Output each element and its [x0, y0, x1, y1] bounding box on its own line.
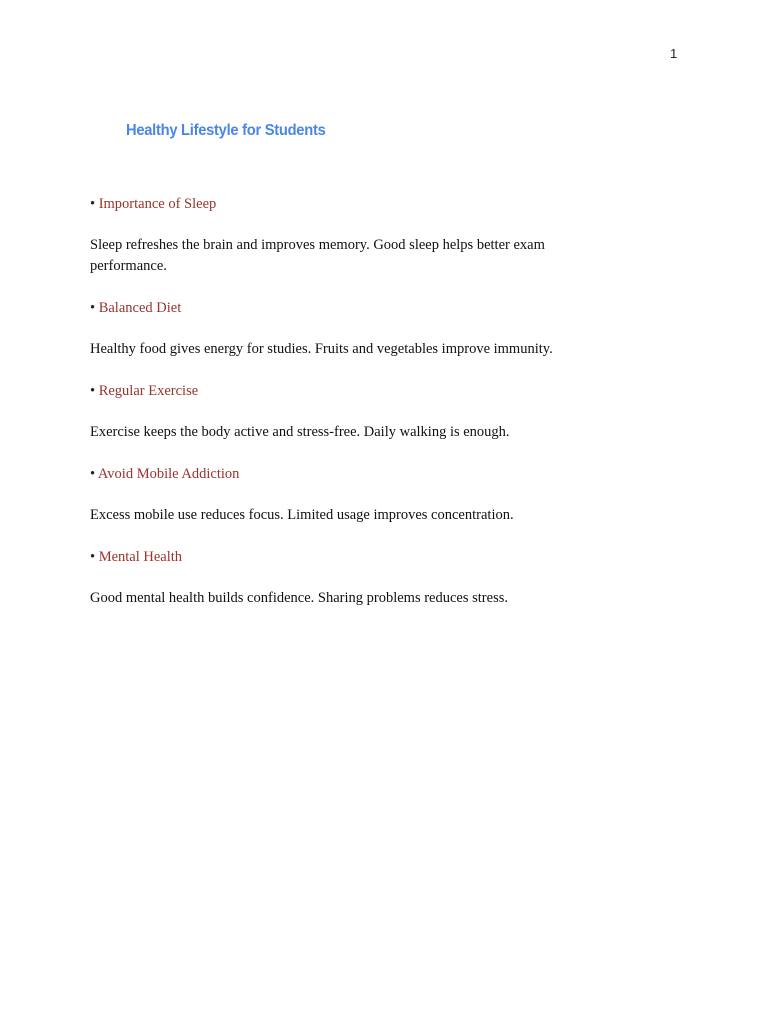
section-list: [90, 194, 610, 630]
bullet: •: [90, 196, 96, 212]
section-heading: [90, 381, 610, 401]
section-heading: [90, 547, 610, 567]
section-heading-text: Avoid Mobile Addiction: [97, 466, 240, 482]
section-heading-text: Balanced Diet: [98, 300, 182, 316]
section-heading-text: Mental Health: [98, 549, 183, 565]
section-body: Exercise keeps the body active and stress-free. Daily walking is enough.: [90, 424, 510, 440]
section-body: Healthy food gives energy for studies. Fruits and vegetables improve immunity.: [90, 341, 553, 357]
document-title: Healthy Lifestyle for Students: [126, 122, 326, 139]
bullet: •: [90, 300, 96, 316]
section-exercise: [90, 381, 610, 443]
section-heading: [90, 464, 610, 484]
section-body: Sleep refreshes the brain and improves memory. Good sleep helps better exam performance.: [90, 237, 545, 274]
section-mobile: [90, 464, 610, 526]
section-heading: [90, 194, 610, 214]
section-sleep: [90, 194, 610, 277]
section-mental-health: [90, 547, 610, 609]
section-heading-text: Regular Exercise: [98, 383, 199, 399]
section-body: Excess mobile use reduces focus. Limited usage improves concentration.: [90, 507, 514, 523]
section-heading: [90, 298, 610, 318]
bullet: •: [90, 466, 96, 482]
bullet: •: [90, 549, 96, 565]
bullet: •: [90, 383, 96, 399]
page-number: 1: [670, 46, 678, 61]
section-heading-text: Importance of Sleep: [98, 196, 217, 212]
section-diet: [90, 298, 610, 360]
section-body: Good mental health builds confidence. Sharing problems reduces stress.: [90, 590, 508, 606]
